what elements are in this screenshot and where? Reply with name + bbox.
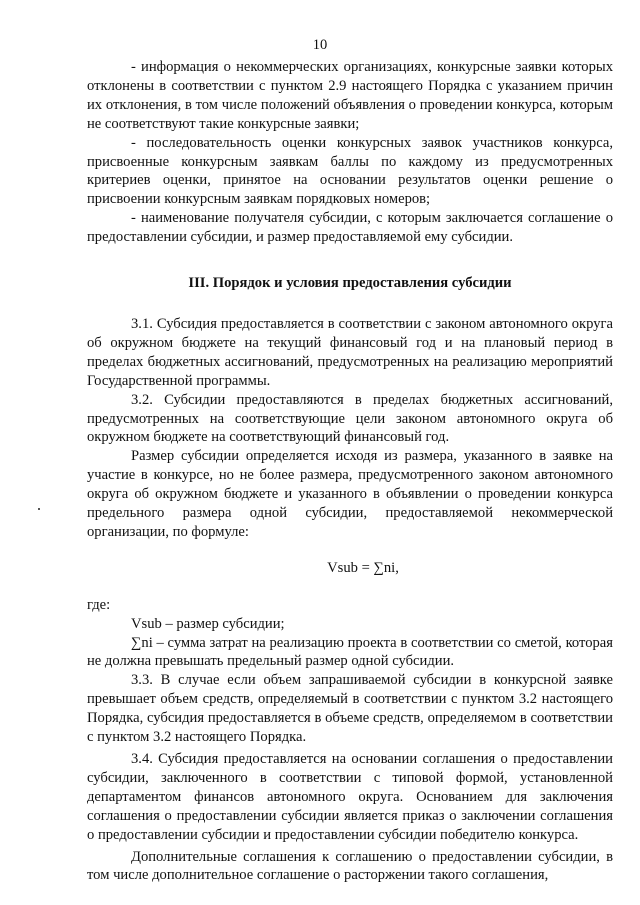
scan-speck bbox=[38, 508, 40, 510]
paragraph: - информация о некоммерческих организациях, конкурсные заявки которых отклонены в соответствии с пунктом 2.9 настоящего Порядка с указанием причин их отклонения, в том числе положений объявления о проведении конкурса, которым не соответствуют такие конкурсные заявки; bbox=[87, 59, 613, 132]
formula: Vsub = ∑ni, bbox=[327, 559, 399, 576]
formula-definition: Vsub – размер субсидии; bbox=[131, 615, 285, 632]
formula-definition: ∑ni – сумма затрат на реализацию проекта в соответствии со сметой, которая не должна превышать предельный размер одной субсидии. bbox=[87, 634, 613, 670]
paragraph: Дополнительные соглашения к соглашению о предоставлении субсидии, в том числе дополнительное соглашение о расторжении такого соглашения, bbox=[87, 848, 613, 884]
paragraph: 3.1. Субсидия предоставляется в соответствии с законом автономного округа об окружном бюджете на текущий финансовый год и на плановый период в пределах бюджетных ассигнований, предусмотренных на реализацию мероприятий Государственной программы. bbox=[87, 315, 613, 389]
paragraph: 3.3. В случае если объем запрашиваемой субсидии в конкурсной заявке превышает объем средств, определяемый в соответствии с пунктом 3.2 настоящего Порядка, субсидия предоставляется в объеме средств, определяемом в соответствии с пунктом 3.2 настоящего Порядка. bbox=[87, 672, 613, 746]
paragraph: Размер субсидии определяется исходя из размера, указанного в заявке на участие в конкурсе, но не более размера, предусмотренного законом автономного округа об окружном бюджете и указанного в объявлении о проведении конкурса предельного размера одной субсидии, предоставляемой некоммерческой организации, по формуле: bbox=[87, 448, 613, 540]
paragraph: 3.2. Субсидии предоставляются в пределах бюджетных ассигнований, предусмотренных на соответствующие цели законом автономного округа об окружном бюджете на соответствующий финансовый год. bbox=[87, 391, 613, 446]
paragraph: - наименование получателя субсидии, с которым заключается соглашение о предоставлении субсидии, и размер предоставляемой ему субсидии. bbox=[87, 210, 613, 246]
formula-where-label: где: bbox=[87, 596, 111, 613]
page-number: 10 bbox=[312, 37, 328, 53]
document-body bbox=[87, 58, 613, 885]
section-title: III. Порядок и условия предоставления субсидии bbox=[188, 275, 512, 292]
paragraph: - последовательность оценки конкурсных заявок участников конкурса, присвоенные конкурсным заявкам баллы по каждому из предусмотренных критериев оценки, принятое на основании результатов оценки решение о присвоении конкурсным заявкам порядковых номеров; bbox=[87, 134, 613, 208]
paragraph: 3.4. Субсидия предоставляется на основании соглашения о предоставлении субсидии, заключенного в соответствии с типовой формой, установленной департаментом финансов автономного округа. Основанием для заключения соглашения о предоставлении субсидии является приказ о заключении соглашения о предоставлении субсидии и предоставлении субсидии победителю конкурса. bbox=[87, 751, 613, 843]
